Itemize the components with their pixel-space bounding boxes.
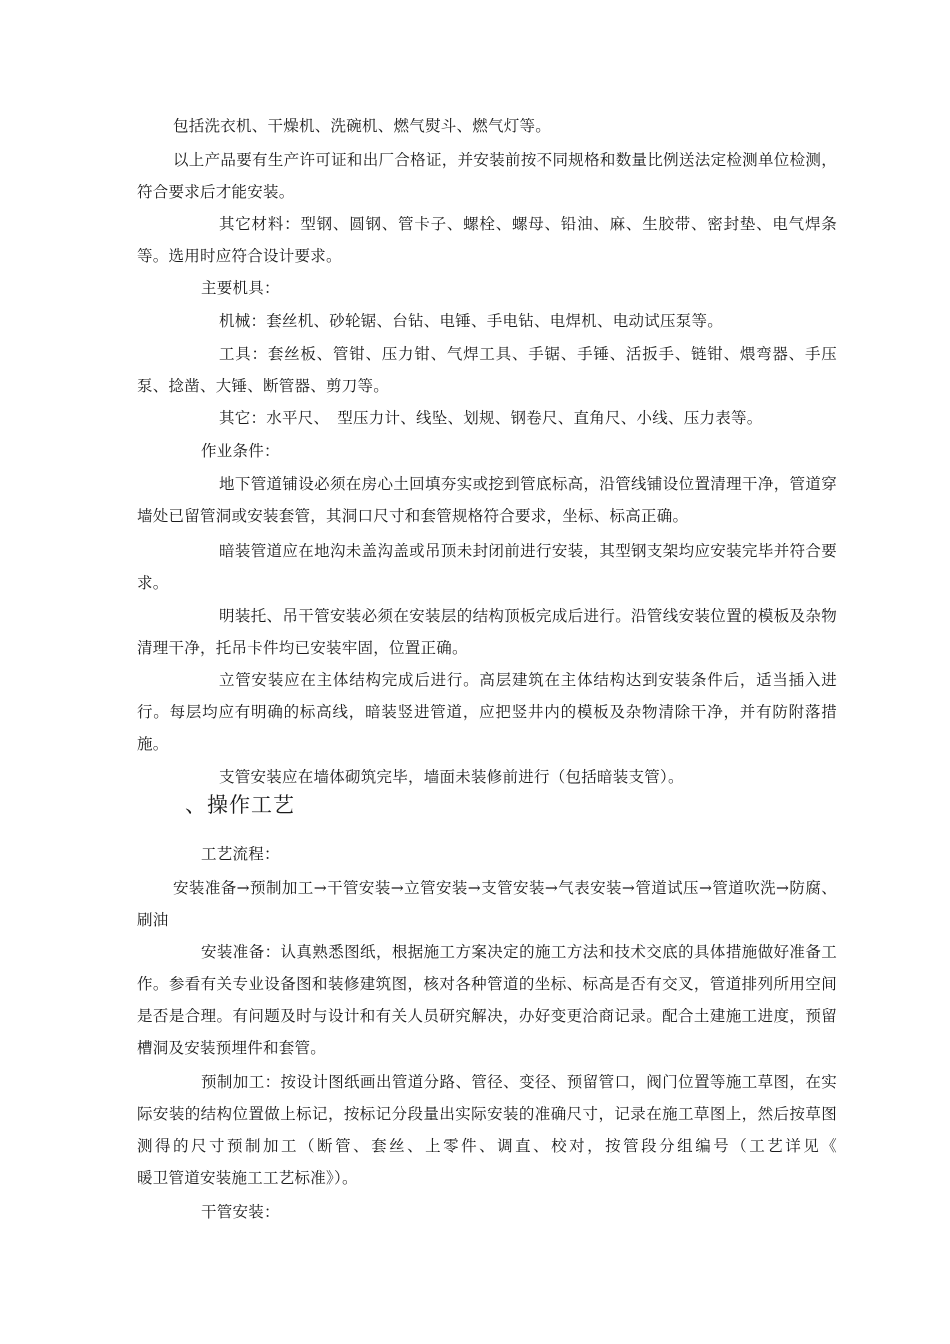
paragraph-other-tools: 其它：水平尺、 型压力计、线坠、划规、钢卷尺、直角尺、小线、压力表等。 xyxy=(219,409,763,427)
paragraph-appliances: 包括洗衣机、干燥机、洗碗机、燃气熨斗、燃气灯等。 xyxy=(173,117,552,135)
paragraph-prefabrication: 预制加工：按设计图纸画出管道分路、管径、变径、预留管口，阀门位置等施工草图，在实际安装的结构位置做上标记，按标记分段量出实际安装的准确尺寸，记录在施工草图上，然后按草图测得的尺寸预制加工（断管、套丝、上零件、调直、校对，按管段分组编号（工艺详见《 暖卫管道安装施工工艺标准》）。 xyxy=(137,1073,916,1187)
paragraph-main-pipe-title: 干管安装： xyxy=(201,1203,280,1221)
paragraph-concealed-pipe: 暗装管道应在地沟未盖沟盖或吊顶未封闭前进行安装，其型钢支架均应安装完毕并符合要求。 xyxy=(137,542,837,592)
paragraph-other-materials: 其它材料：型钢、圆钢、管卡子、螺栓、螺母、铅油、麻、生胶带、密封垫、电气焊条等。选用时应符合设计要求。 xyxy=(137,215,837,265)
paragraph-exposed-pipe: 明装托、吊干管安装必须在安装层的结构顶板完成后进行。沿管线安装位置的模板及杂物清理干净，托吊卡件均已安装牢固，位置正确。 xyxy=(137,607,837,657)
paragraph-certification: 以上产品要有生产许可证和出厂合格证，并安装前按不同规格和数量比例送法定检测单位检测，符合要求后才能安装。 xyxy=(137,151,837,201)
paragraph-process-flow: 安装准备→预制加工→干管安装→立管安装→支管安装→气表安装→管道试压→管道吹洗→防腐、刷油 xyxy=(137,879,837,929)
paragraph-underground-pipe: 地下管道铺设必须在房心土回填夯实或挖到管底标高，沿管线铺设位置清理干净，管道穿墙处已留管洞或安装套管，其洞口尺寸和套管规格符合要求，坐标、标高正确。 xyxy=(137,475,837,525)
paragraph-riser-pipe: 立管安装应在主体结构完成后进行。高层建筑在主体结构达到安装条件后，适当插入进行。每层均应有明确的标高线，暗装竖进管道，应把竖井内的模板及杂物清除干净，并有防附落措施。 xyxy=(137,671,837,753)
paragraph-work-conditions-title: 作业条件： xyxy=(201,442,280,460)
paragraph-tools: 工具：套丝板、管钳、压力钳、气焊工具、手锯、手锤、活扳手、链钳、煨弯器、手压泵、捻凿、大锤、断管器、剪刀等。 xyxy=(137,345,837,395)
paragraph-preparation: 安装准备：认真熟悉图纸，根据施工方案决定的施工方法和技术交底的具体措施做好准备工作。参看有关专业设备图和装修建筑图，核对各种管道的坐标、标高是否有交叉，管道排列所用空间是否是合理。有问题及时与设计和有关人员研究解决，办好变更洽商记录。配合土建施工进度，预留槽洞及安装预埋件和套管。 xyxy=(137,943,837,1057)
section-heading: 、操作工艺 xyxy=(185,793,295,817)
paragraph-machinery: 机械：套丝机、砂轮锯、台钻、电锤、手电钻、电焊机、电动试压泵等。 xyxy=(219,312,724,330)
paragraph-main-tools-title: 主要机具： xyxy=(201,279,280,297)
paragraph-branch-pipe: 支管安装应在墙体砌筑完毕，墙面未装修前进行（包括暗装支管）。 xyxy=(219,768,684,786)
paragraph-process-flow-title: 工艺流程： xyxy=(201,845,280,863)
